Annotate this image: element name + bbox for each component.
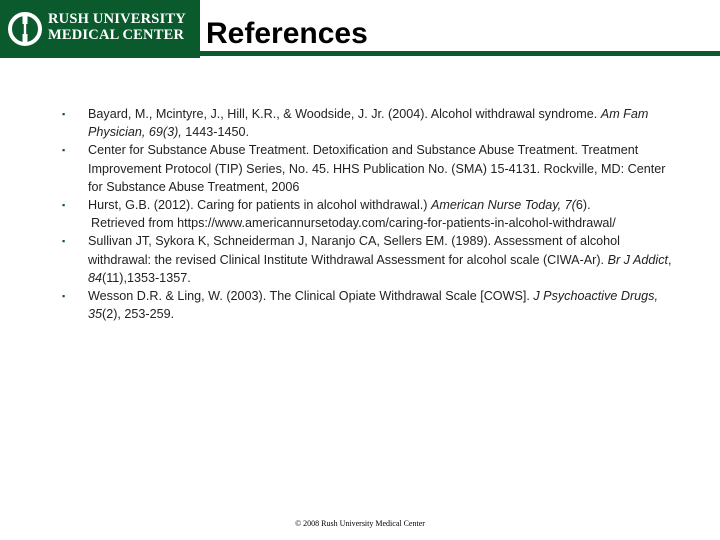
square-bullet-icon: ▪ bbox=[62, 236, 66, 247]
square-bullet-icon: ▪ bbox=[62, 145, 66, 156]
reference-italic-text: Br J Addict bbox=[607, 252, 668, 267]
square-bullet-icon: ▪ bbox=[62, 109, 66, 119]
reference-item bbox=[62, 232, 682, 287]
reference-text: Retrieved from https://www.americannursetoday.com/caring-for-patients-in-alcohol-withdrawal/ bbox=[91, 216, 616, 231]
reference-item bbox=[62, 287, 682, 323]
reference-text: 6). bbox=[575, 198, 591, 213]
rush-shield-logo-icon bbox=[8, 12, 42, 46]
reference-text: Hurst, G.B. (2012). Caring for patients in alcohol withdrawal.) bbox=[88, 198, 431, 213]
reference-text: (11),1353-1357. bbox=[102, 270, 191, 285]
reference-text: Bayard, M., Mcintyre, J., Hill, K.R., & Woodside, J. Jr. (2004). Alcohol withdrawal syndrome. bbox=[88, 107, 601, 121]
logo-wordmark bbox=[48, 11, 186, 43]
title-underline bbox=[200, 51, 720, 56]
square-bullet-icon: ▪ bbox=[62, 291, 66, 302]
reference-text: Sullivan JT, Sykora K, Schneiderman J, Naranjo CA, Sellers EM. (1989). Assessment of alcohol withdrawal: the revised Clinical Institute Withdrawal Assessment for alcohol scale (CIWA-Ar). bbox=[88, 234, 620, 267]
reference-italic-text: American Nurse Today, 7( bbox=[430, 198, 576, 213]
reference-text: (2), 253-259. bbox=[102, 307, 175, 322]
square-bullet-icon: ▪ bbox=[62, 200, 66, 211]
rush-logo bbox=[0, 0, 200, 58]
reference-italic-text: 84 bbox=[88, 270, 103, 285]
reference-item bbox=[62, 105, 682, 141]
copyright-footer: © 2008 Rush University Medical Center bbox=[295, 519, 425, 528]
reference-item bbox=[62, 196, 682, 214]
reference-text: , bbox=[668, 252, 672, 267]
reference-italic-text: Am Fam Physician, 69(3), bbox=[88, 107, 649, 140]
reference-continuation bbox=[62, 214, 682, 232]
page-title: References bbox=[206, 17, 368, 50]
reference-italic-text: J Psychoactive Drugs, 35 bbox=[88, 289, 658, 322]
reference-text: 1443-1450. bbox=[181, 125, 250, 140]
reference-item bbox=[62, 141, 682, 196]
logo-line-2: MEDICAL CENTER bbox=[48, 27, 185, 43]
reference-text: Wesson D.R. & Ling, W. (2003). The Clinical Opiate Withdrawal Scale [COWS]. bbox=[88, 289, 534, 304]
slide-header bbox=[0, 0, 720, 62]
reference-text: Center for Substance Abuse Treatment. Detoxification and Substance Abuse Treatment. Treatment Improvement Protocol (TIP) Series, No. 45. HHS Publication No. (SMA) 15-4131. Rockville, MD: Center for Substance Abuse Treatment, 2006 bbox=[88, 143, 666, 194]
reference-list bbox=[62, 105, 682, 323]
logo-line-1: RUSH UNIVERSITY bbox=[48, 11, 186, 27]
